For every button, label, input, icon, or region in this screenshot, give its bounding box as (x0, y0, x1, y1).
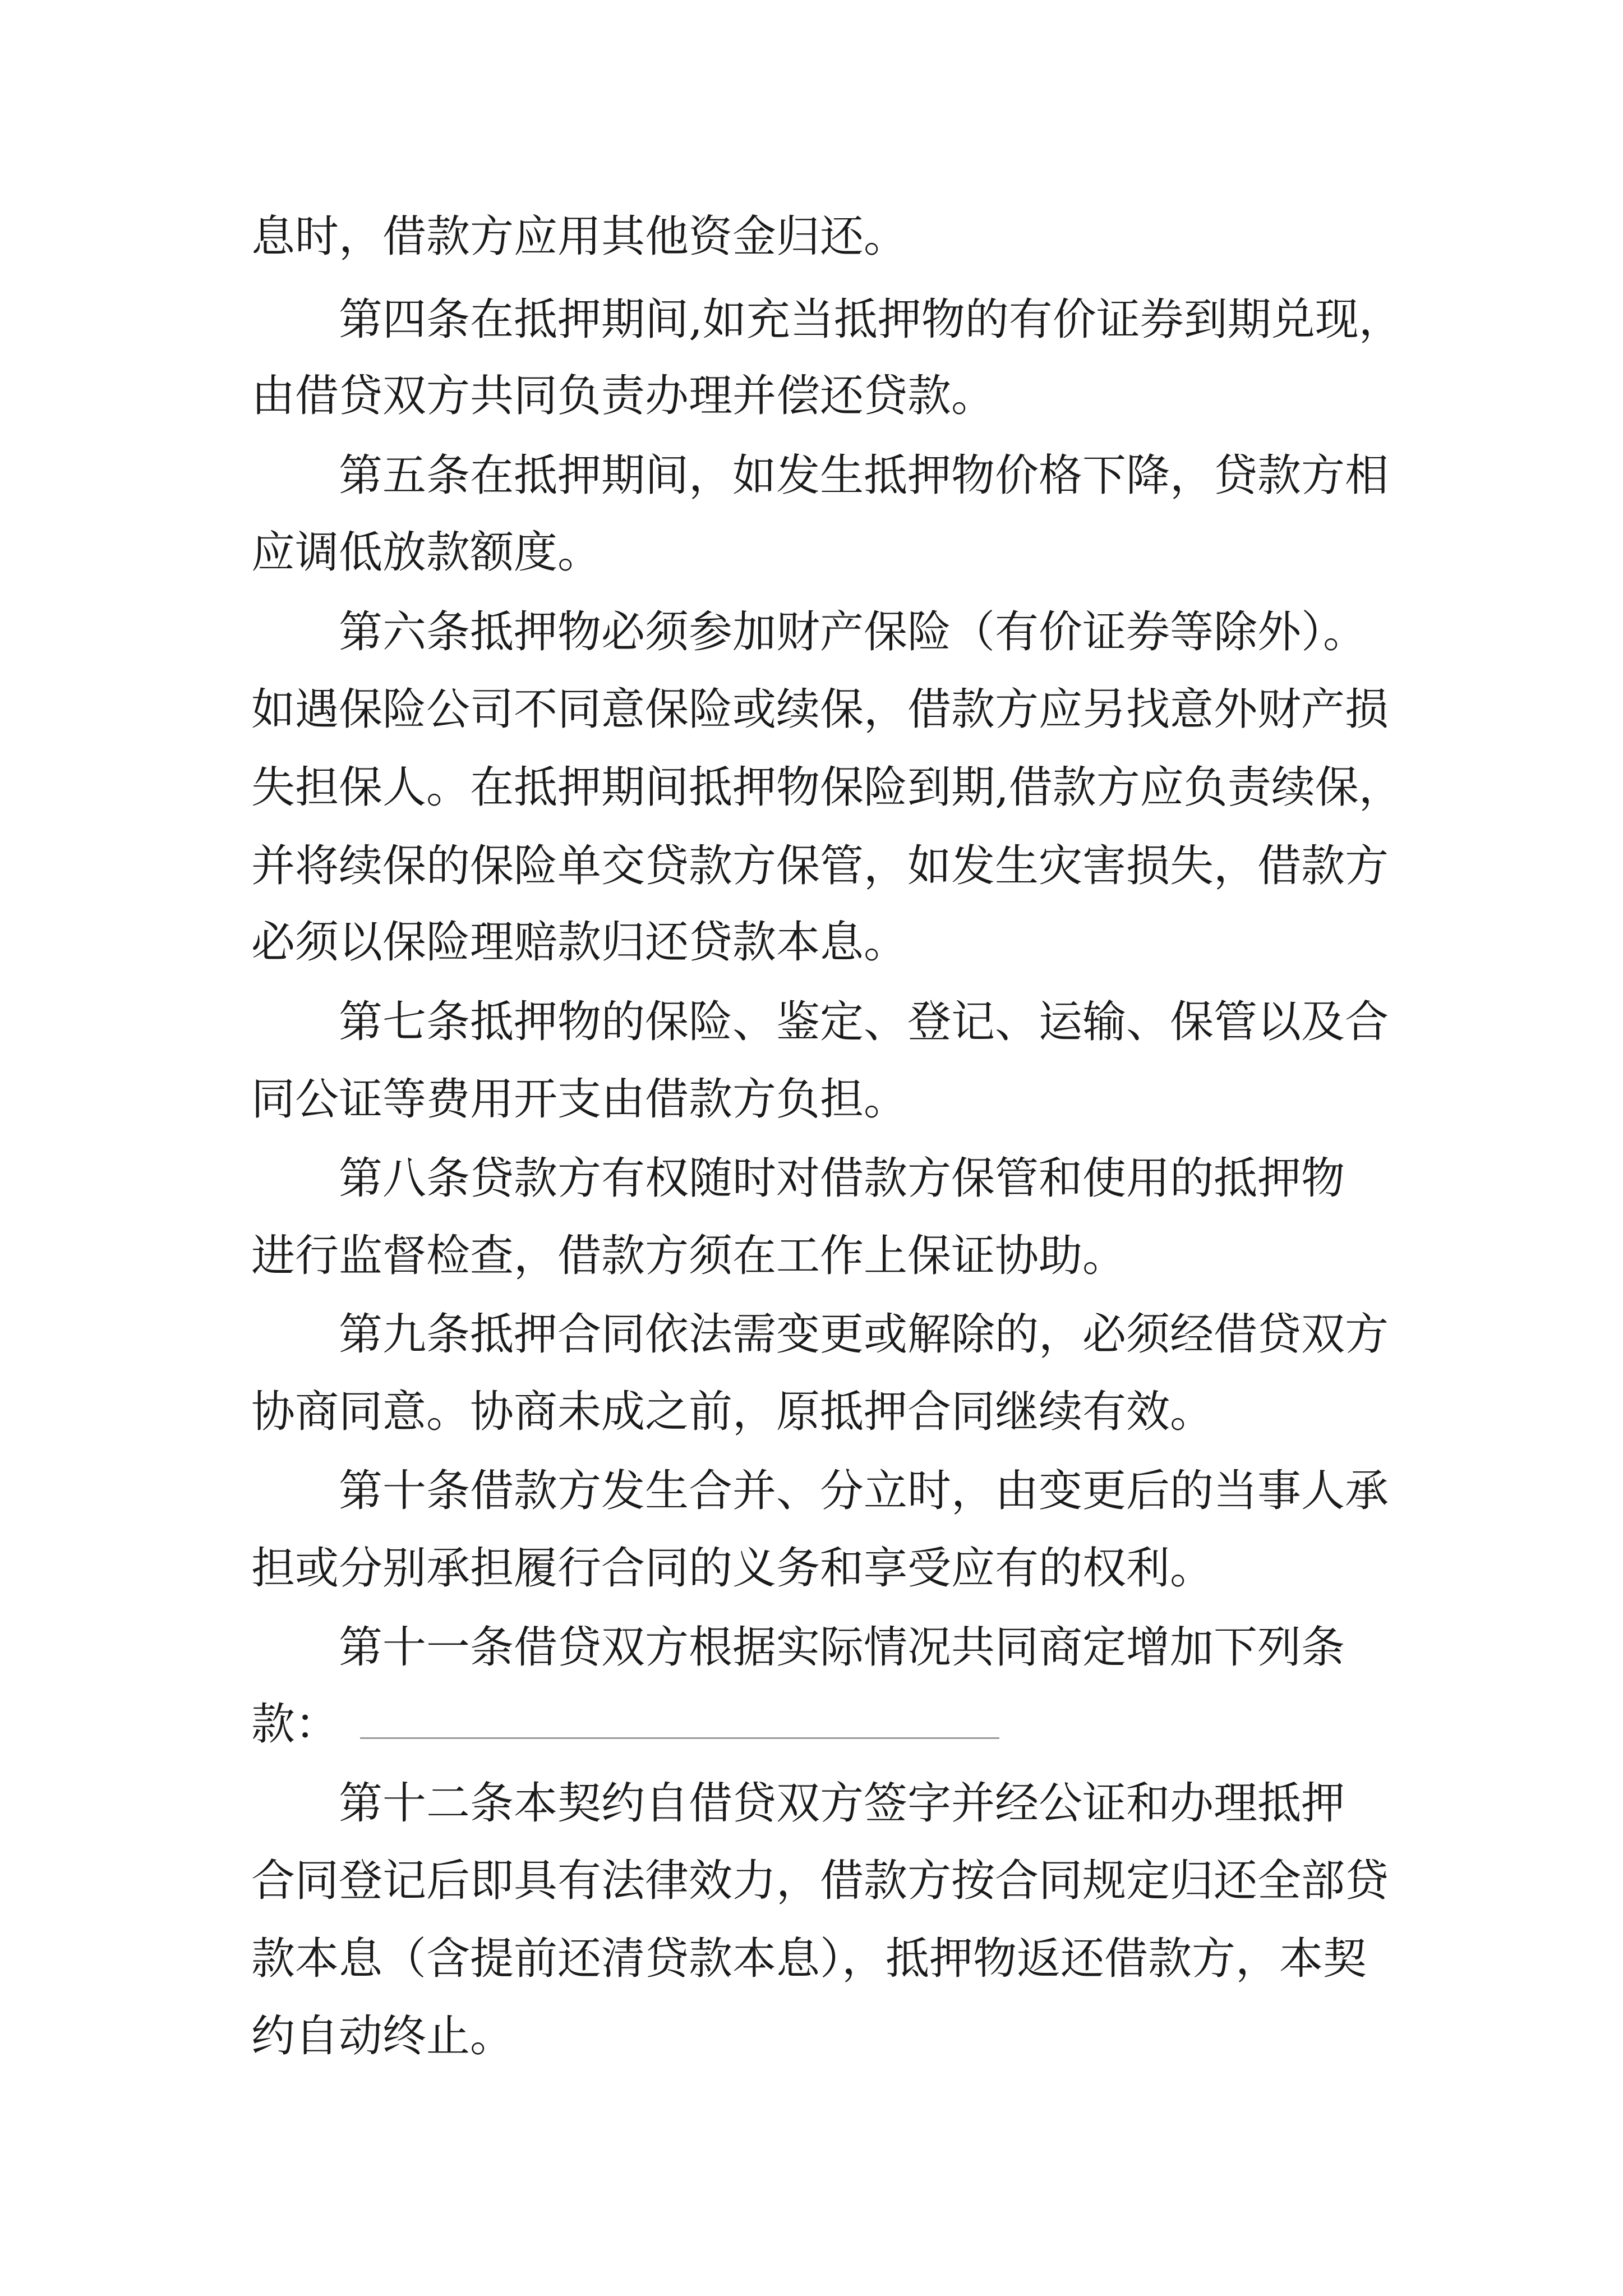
text-line: 第十条借款方发生合并、分立时，由变更后的当事人承 (339, 1466, 1389, 1516)
text-line: 担或分别承担履行合同的义务和享受应有的权利。 (251, 1543, 1214, 1594)
text-line: 如遇保险公司不同意保险或续保，借款方应另找意外财产损 (251, 684, 1389, 735)
text-line-with-blank (251, 1695, 999, 1754)
text-line: 失担保人。在抵押期间抵押物保险到期,借款方应负责续保， (251, 762, 1403, 813)
text-line: 第六条抵押物必须参加财产保险（有价证券等除外）。 (339, 607, 1367, 657)
text-line: 约自动终止。 (251, 2011, 514, 2062)
text-line: 第九条抵押合同依法需变更或解除的，必须经借贷双方 (339, 1309, 1389, 1360)
text-line: 第四条在抵押期间,如充当抵押物的有价证券到期兑现， (339, 295, 1403, 345)
text-line: 进行监督检查，借款方须在工作上保证协助。 (251, 1231, 1127, 1281)
text-line: 第七条抵押物的保险、鉴定、登记、运输、保管以及合 (339, 997, 1389, 1047)
text-line: 并将续保的保险单交贷款方保管，如发生灾害损失，借款方 (251, 841, 1389, 891)
text-line: 息时，借款方应用其他资金归还。 (251, 211, 908, 262)
text-line: 应调低放款额度。 (251, 527, 602, 578)
text-line: 同公证等费用开支由借款方负担。 (251, 1074, 908, 1125)
text-line: 第八条贷款方有权随时对借款方保管和使用的抵押物 (339, 1153, 1345, 1204)
text-line: 合同登记后即具有法律效力，借款方按合同规定归还全部贷 (251, 1856, 1389, 1906)
text-line: 第十二条本契约自借贷双方签字并经公证和办理抵押 (339, 1778, 1345, 1829)
text-line: 必须以保险理赔款归还贷款本息。 (251, 917, 908, 968)
text-line: 由借贷双方共同负责办理并偿还贷款。 (251, 371, 995, 421)
text-line: 第五条在抵押期间，如发生抵押物价格下降，贷款方相 (339, 450, 1389, 501)
text-line: 协商同意。协商未成之前，原抵押合同继续有效。 (251, 1387, 1214, 1437)
text-fragment: 款： (251, 1699, 339, 1750)
fill-in-blank (360, 1735, 999, 1739)
text-line: 款本息（含提前还清贷款本息），抵押物返还借款方，本契 (251, 1934, 1367, 1984)
text-line: 第十一条借贷双方根据实际情况共同商定增加下列条 (339, 1622, 1345, 1673)
